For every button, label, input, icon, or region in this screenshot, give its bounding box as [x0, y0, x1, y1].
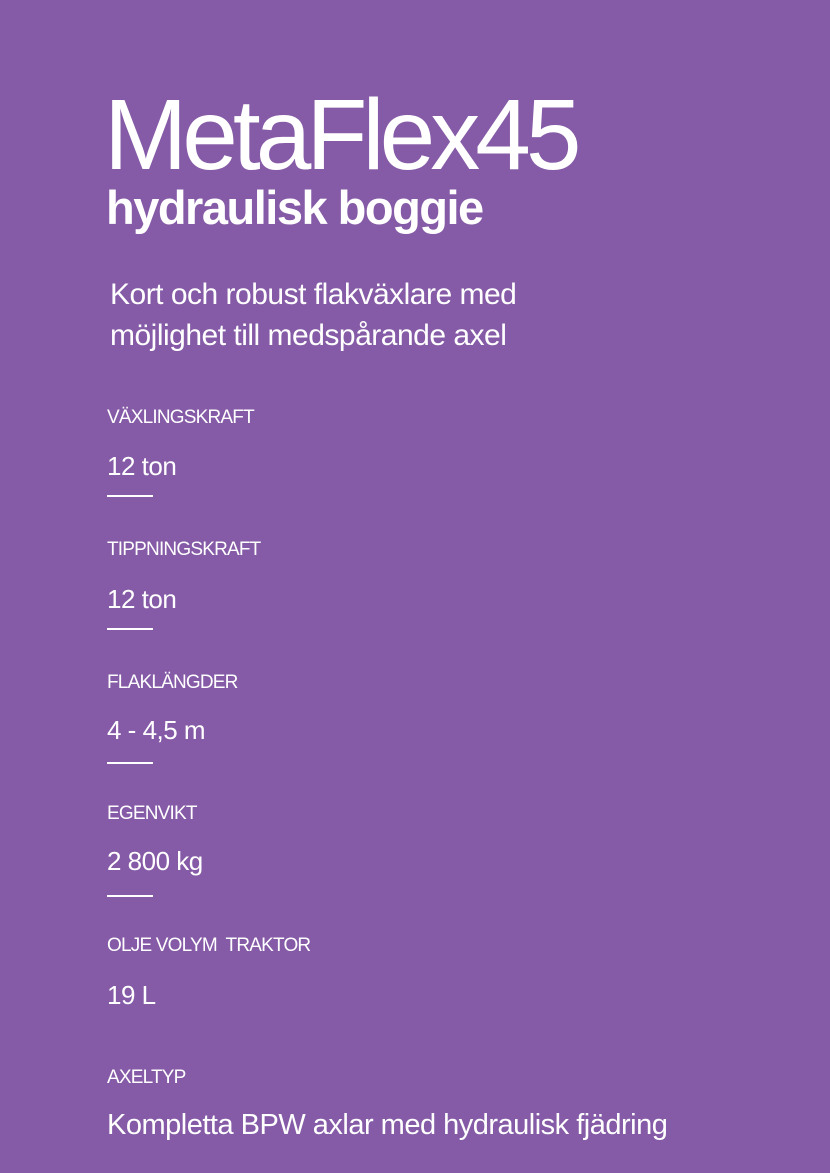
- product-title: MetaFlex45: [104, 79, 577, 191]
- tagline-line-1: Kort och robust flakväxlare med: [110, 278, 517, 311]
- spec-label-egenvikt: EGENVIKT: [107, 803, 197, 824]
- tagline-line-2: möjlighet till medspårande axel: [110, 319, 507, 352]
- product-tagline: [110, 274, 710, 356]
- spec-label-axeltyp: AXELTYP: [107, 1067, 186, 1088]
- spec-label-tippningskraft: TIPPNINGSKRAFT: [107, 539, 261, 560]
- spec-value-egenvikt: 2 800 kg: [107, 846, 203, 876]
- spec-divider: [107, 628, 153, 630]
- spec-value-vaxlingskraft: 12 ton: [107, 451, 177, 481]
- spec-divider: [107, 495, 153, 497]
- spec-value-axeltyp: Kompletta BPW axlar med hydraulisk fjädring: [107, 1109, 668, 1141]
- spec-value-oljevolym: 19 L: [107, 980, 156, 1010]
- spec-label-flaklangder: FLAKLÄNGDER: [107, 672, 238, 693]
- spec-divider: [107, 895, 153, 897]
- spec-value-tippningskraft: 12 ton: [107, 584, 177, 614]
- spec-divider: [107, 762, 153, 764]
- spec-label-vaxlingskraft: VÄXLINGSKRAFT: [107, 407, 254, 428]
- product-subtitle: hydraulisk boggie: [106, 181, 483, 234]
- spec-value-flaklangder: 4 - 4,5 m: [107, 715, 206, 745]
- spec-label-oljevolym: OLJE VOLYM TRAKTOR: [107, 935, 311, 956]
